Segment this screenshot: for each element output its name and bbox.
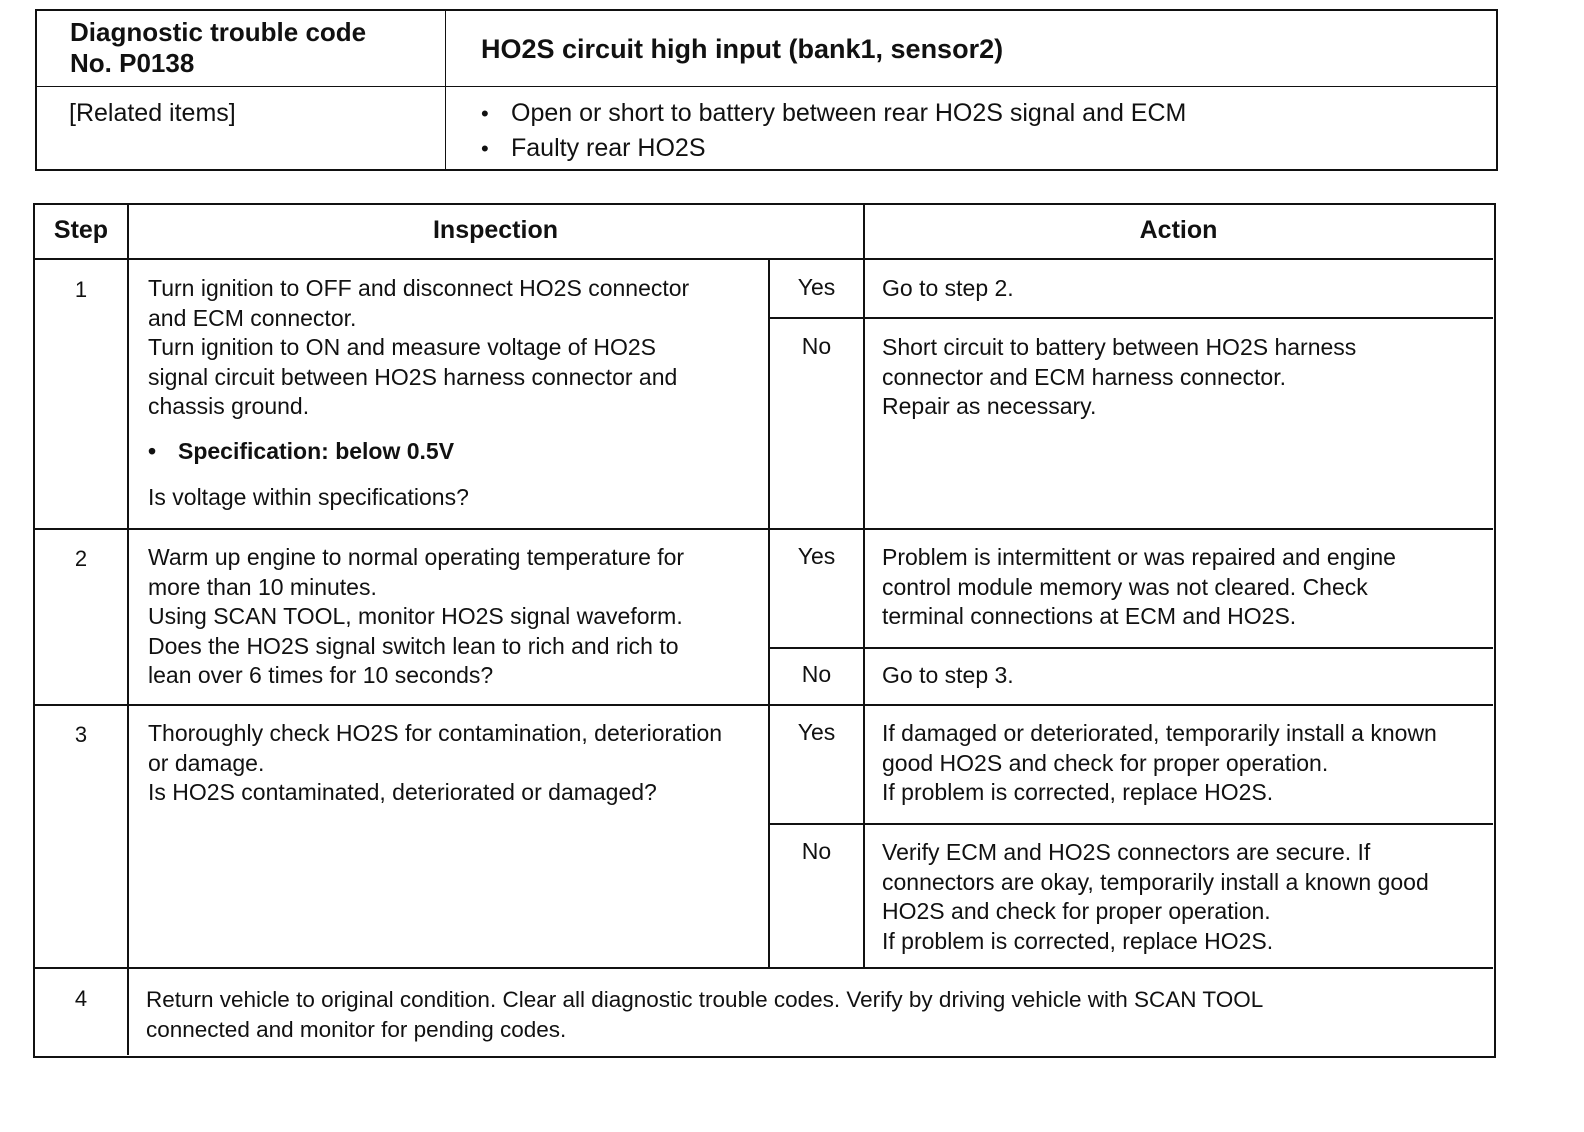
step3-yes-label: Yes: [797, 719, 836, 745]
step-column-header: Step: [53, 216, 109, 244]
inspection-line: Using SCAN TOOL, monitor HO2S signal waveform.: [148, 603, 683, 629]
action-line: Short circuit to battery between HO2S harness: [882, 334, 1357, 360]
action-line: terminal connections at ECM and HO2S.: [882, 603, 1297, 629]
header-row-divider: [37, 86, 1496, 87]
step3-yes-no-divider: [768, 823, 1493, 825]
step1-yes-no-divider: [768, 317, 1493, 319]
step2-no-label: No: [801, 661, 832, 687]
step-number: 3: [74, 722, 88, 747]
inspection-line: more than 10 minutes.: [148, 573, 377, 600]
dtc-label-line: Diagnostic trouble code: [70, 17, 367, 47]
step4-final-instruction: [146, 985, 1482, 1044]
step2-no-action: [882, 661, 1477, 691]
related-item: • Faulty rear HO2S: [481, 131, 1186, 166]
action-line: If problem is corrected, replace HO2S.: [882, 927, 1274, 954]
action-line: Go to step 2.: [882, 275, 1014, 301]
step-column-divider: [127, 205, 129, 1055]
final-line: Return vehicle to original condition. Clear all diagnostic trouble codes. Verify by driving vehicle with SCAN TOOL: [146, 987, 1264, 1012]
dtc-code-label: [70, 17, 366, 79]
step1-no-action: [882, 333, 1477, 422]
step2-yes-label: Yes: [797, 543, 836, 569]
inspection-line: Turn ignition to OFF and disconnect HO2S connector: [148, 275, 690, 301]
step-number: 2: [74, 546, 88, 571]
final-line: connected and monitor for pending codes.: [146, 1016, 567, 1042]
step3-no-label: No: [801, 838, 832, 864]
step3-no-action: [882, 838, 1482, 956]
action-line: Repair as necessary.: [882, 393, 1097, 419]
step2-yes-no-divider: [768, 647, 1493, 649]
action-line: good HO2S and check for proper operation.: [882, 749, 1329, 776]
inspection-line: Is HO2S contaminated, deteriorated or damaged?: [148, 779, 657, 805]
action-column-header: Action: [1139, 216, 1218, 244]
step2-row-divider: [35, 704, 1493, 706]
header-row-divider: [35, 258, 1493, 260]
inspection-line: or damage.: [148, 749, 265, 776]
inspection-line: Warm up engine to normal operating temperature for: [148, 544, 685, 570]
inspection-line: Does the HO2S signal switch lean to rich and rich to: [148, 632, 679, 659]
inspection-column-header: Inspection: [432, 216, 558, 244]
step3-row-divider: [35, 967, 1493, 969]
related-items-list: [481, 96, 1186, 166]
related-item: • Open or short to battery between rear HO2S signal and ECM: [481, 96, 1186, 131]
troubleshooting-table: [33, 203, 1496, 1058]
dtc-title: HO2S circuit high input (bank1, sensor2): [481, 34, 1004, 64]
step2-inspection: [148, 543, 753, 691]
step3-yes-action: [882, 719, 1482, 808]
action-line: If problem is corrected, replace HO2S.: [882, 779, 1274, 805]
step1-row-divider: [35, 528, 1493, 530]
inspection-line: Turn ignition to ON and measure voltage of HO2S: [148, 334, 656, 360]
related-items-label: [Related items]: [69, 99, 236, 127]
action-line: connectors are okay, temporarily install a known good: [882, 868, 1429, 895]
dtc-code-number: No. P0138: [70, 48, 195, 78]
action-line: connector and ECM harness connector.: [882, 363, 1287, 390]
step1-yes-action: [882, 274, 1477, 304]
step1-no-label: No: [801, 333, 832, 359]
step3-inspection: [148, 719, 760, 808]
inspection-line: signal circuit between HO2S harness connector and: [148, 363, 678, 390]
step1-question: Is voltage within specifications?: [148, 484, 469, 510]
inspection-line: and ECM connector.: [148, 304, 357, 331]
step1-specification: • Specification: below 0.5V: [148, 437, 753, 467]
inspection-line: chassis ground.: [148, 393, 310, 419]
header-column-divider: [445, 11, 446, 169]
inspection-line: lean over 6 times for 10 seconds?: [148, 662, 494, 688]
step-number: 4: [74, 986, 88, 1011]
inspection-line: Thoroughly check HO2S for contamination, deterioration: [148, 720, 723, 746]
action-line: Go to step 3.: [882, 662, 1014, 688]
action-line: Verify ECM and HO2S connectors are secure. If: [882, 839, 1371, 865]
action-line: HO2S and check for proper operation.: [882, 898, 1271, 924]
dtc-header-table: [35, 9, 1498, 171]
step-number: 1: [74, 277, 88, 302]
action-line: Problem is intermittent or was repaired and engine: [882, 544, 1396, 570]
action-line: If damaged or deteriorated, temporarily install a known: [882, 720, 1437, 746]
step2-yes-action: [882, 543, 1477, 632]
action-line: control module memory was not cleared. Check: [882, 573, 1368, 600]
step1-inspection: [148, 274, 753, 422]
step1-yes-label: Yes: [797, 274, 836, 300]
